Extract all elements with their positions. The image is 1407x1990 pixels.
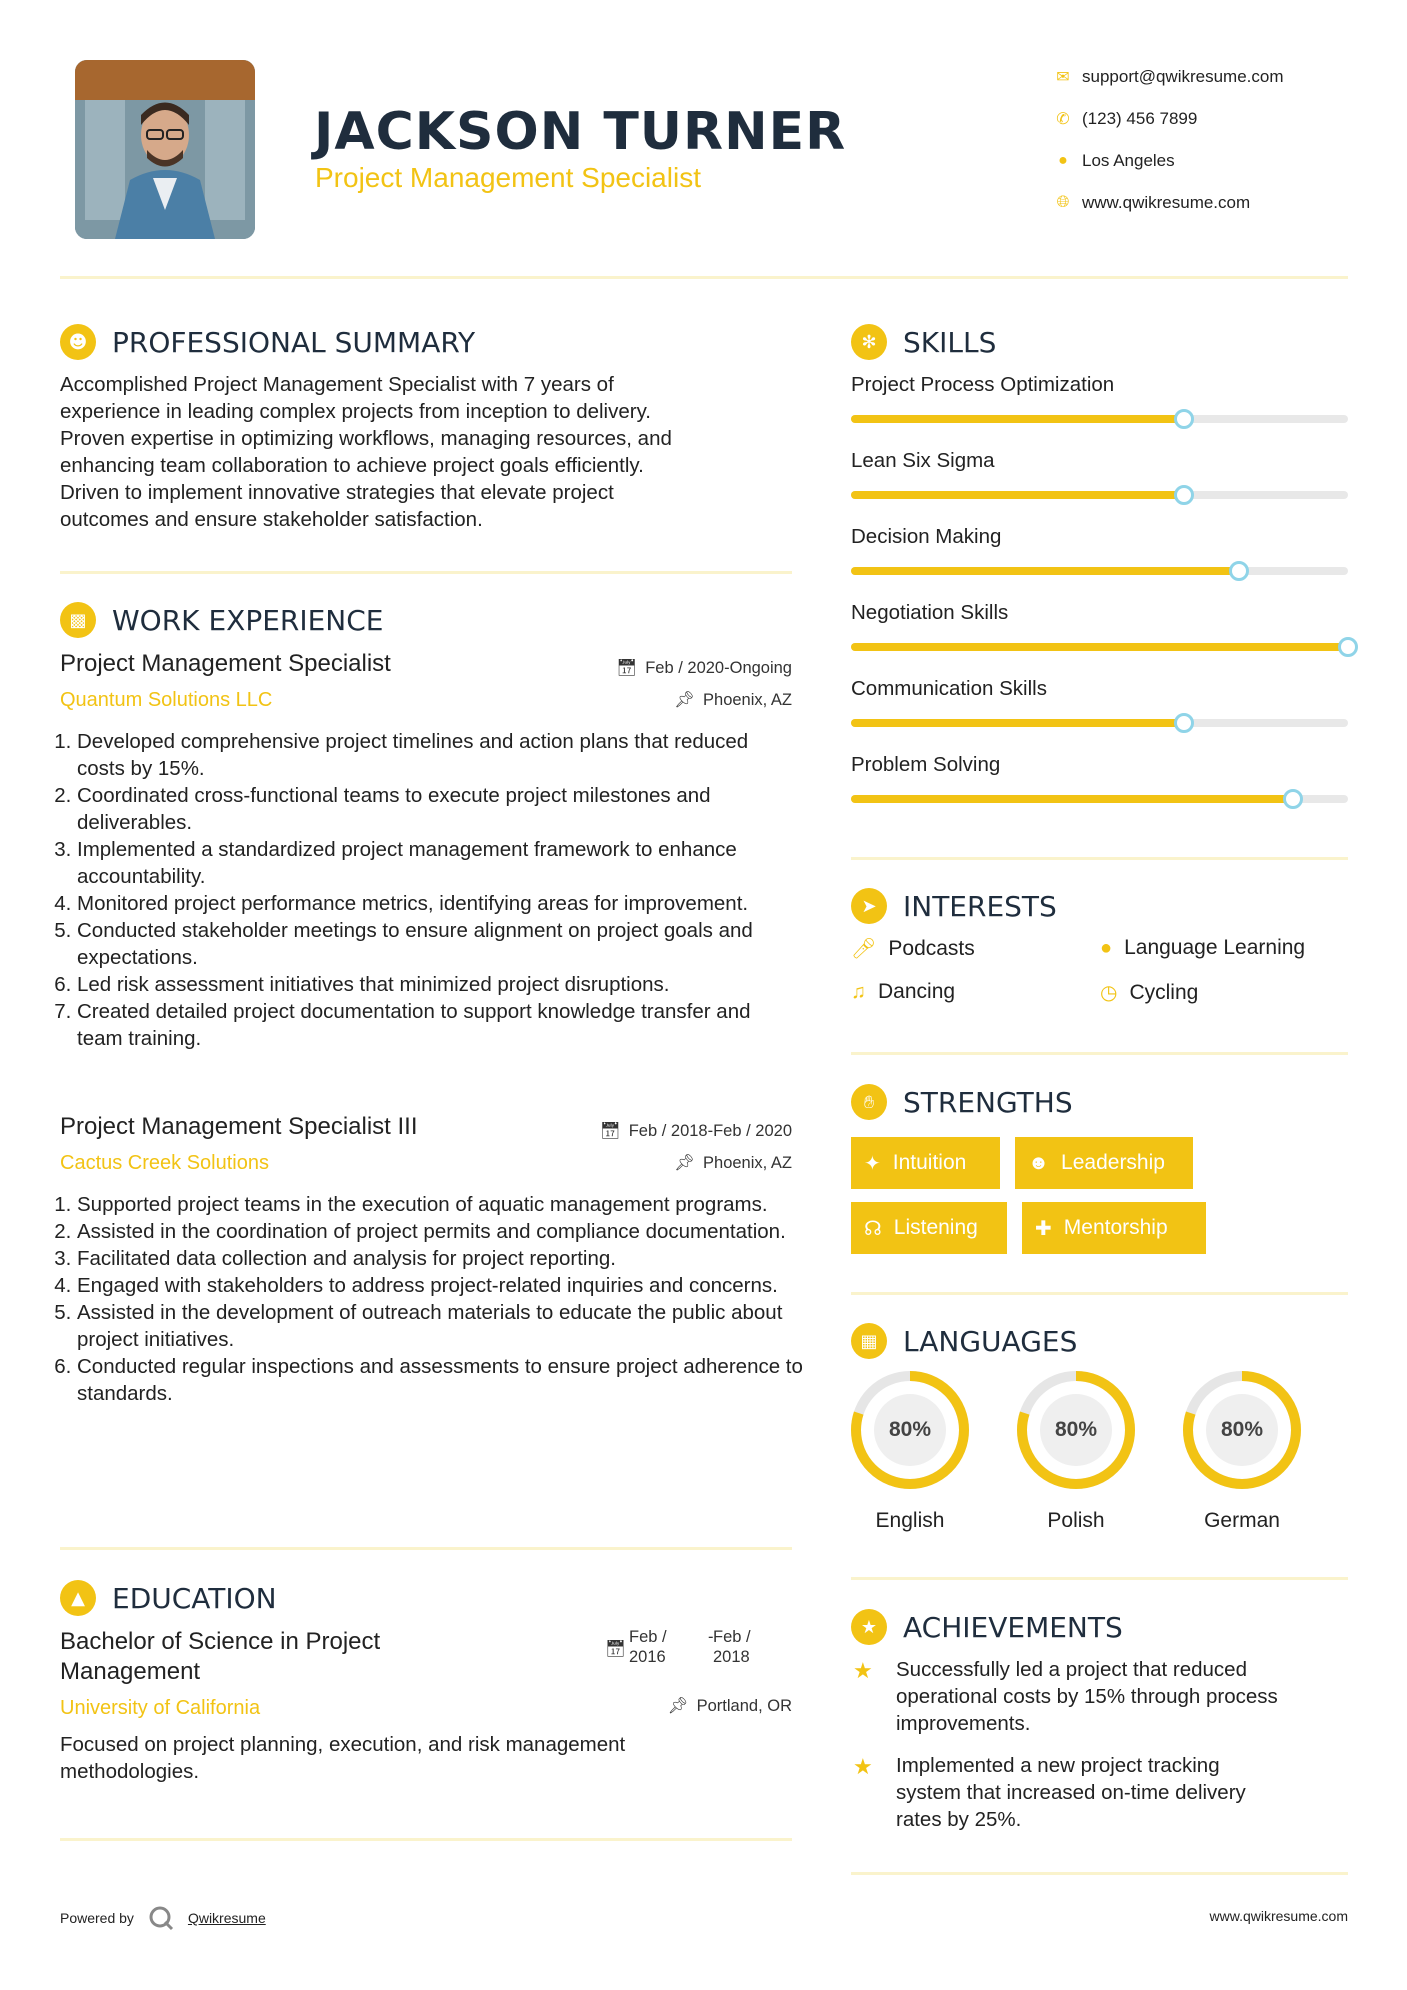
interest-label: Dancing (878, 980, 956, 1003)
list-item: 1. Supported project teams in the execution of aquatic management programs. (77, 1191, 807, 1218)
music-note-icon: ♫ (851, 980, 866, 1003)
strength-tag (1015, 1137, 1193, 1189)
skill-bar-knob (1283, 789, 1303, 809)
degree-title (60, 1627, 380, 1687)
list-item: 4. Engaged with stakeholders to address project-related inquiries and concerns. (77, 1272, 807, 1299)
skill-bar-fill (851, 795, 1293, 803)
job-location (560, 691, 792, 710)
education-heading (60, 1580, 277, 1616)
strengths-divider (851, 1292, 1348, 1295)
list-item: 4. Monitored project performance metrics, identifying areas for improvement. (77, 890, 797, 917)
user-plus-icon: ✚ (1035, 1217, 1052, 1240)
strength-label: Listening (893, 1216, 978, 1239)
skill-label: Decision Making (851, 525, 1002, 548)
strengths-title: STRENGTHS (903, 1085, 1073, 1119)
interests-title: INTERESTS (903, 889, 1057, 923)
strength-label: Leadership (1061, 1151, 1165, 1174)
list-item: 6. Conducted regular inspections and assessments to ensure project adherence to standards. (77, 1353, 807, 1407)
users-icon: ☻ (1028, 1151, 1050, 1174)
paper-plane-icon: ➤ (851, 888, 887, 924)
education-divider (60, 1838, 792, 1841)
calendar-icon: 📅︎ (599, 1122, 621, 1140)
skill-bar (851, 795, 1348, 803)
skill-label: Lean Six Sigma (851, 449, 995, 472)
summary-heading (60, 324, 475, 360)
list-item: 2. Assisted in the coordination of project permits and compliance documentation. (77, 1218, 807, 1245)
language-name: Polish (1047, 1509, 1105, 1532)
skill-bar-knob (1174, 409, 1194, 429)
language-name: English (875, 1509, 945, 1532)
language-percent: 80% (1054, 1418, 1098, 1441)
language-name: German (1204, 1509, 1280, 1532)
education-start-year: 2016 (629, 1648, 666, 1666)
skill-bar-fill (851, 415, 1184, 423)
summary-title: PROFESSIONAL SUMMARY (112, 325, 476, 359)
calendar-icon: 📅︎ (616, 659, 638, 677)
achievement-line: Implemented a new project tracking (896, 1754, 1220, 1777)
education-end-year: 2018 (713, 1648, 750, 1666)
education-line: Focused on project planning, execution, and risk management (60, 1733, 626, 1756)
interest-label: Language Learning (1124, 936, 1306, 959)
bicycle-icon: ◷ (1100, 982, 1118, 1004)
job-company: Cactus Creek Solutions (60, 1152, 269, 1174)
list-item: 6. Led risk assessment initiatives that minimized project disruptions. (77, 971, 797, 998)
strength-label: Mentorship (1063, 1216, 1168, 1239)
experience-title: WORK EXPERIENCE (112, 603, 384, 637)
education-location-text: Portland, OR (696, 1697, 792, 1715)
skill-bar-knob (1338, 637, 1358, 657)
strength-tag (851, 1137, 1000, 1189)
languages-heading (851, 1323, 1077, 1359)
star-icon: ★ (853, 1658, 873, 1683)
briefcase-icon: ▩ (60, 602, 96, 638)
job-location (560, 1154, 792, 1173)
job-date (560, 659, 792, 678)
list-item: 7. Created detailed project documentation to support knowledge transfer and team training. (77, 998, 797, 1052)
school-name: University of California (60, 1697, 261, 1719)
education-location (560, 1697, 792, 1716)
summary-line: Driven to implement innovative strategies that elevate project (60, 481, 614, 504)
header-divider (60, 276, 1348, 279)
skill-bar (851, 567, 1348, 575)
magic-wand-icon: ✦ (864, 1152, 881, 1175)
calendar-icon: 📅︎ (605, 1640, 626, 1658)
strength-tag (1022, 1202, 1206, 1254)
user-icon: ☻ (60, 324, 96, 360)
achievements-divider (851, 1872, 1348, 1875)
degree-line: Bachelor of Science in Project (60, 1628, 381, 1655)
contact-phone-text: (123) 456 7899 (1082, 109, 1198, 128)
achievements-title: ACHIEVEMENTS (903, 1610, 1123, 1644)
interest-label: Cycling (1129, 980, 1199, 1004)
skills-divider (851, 857, 1348, 860)
star-icon: ★ (853, 1754, 873, 1779)
map-pin-icon: ● (1058, 152, 1068, 169)
list-item: 3. Facilitated data collection and analysis for project reporting. (77, 1245, 807, 1272)
skill-label: Problem Solving (851, 753, 1001, 776)
list-item: 3. Implemented a standardized project management framework to enhance accountability. (77, 836, 797, 890)
summary-divider (60, 571, 792, 574)
microphone-icon: 🎤︎ (851, 938, 877, 960)
pushpin-icon: 📌︎ (674, 1154, 696, 1172)
summary-line: enhancing team collaboration to achieve project goals efficiently. (60, 454, 644, 477)
achievement-line: operational costs by 15% through process (896, 1685, 1278, 1708)
achievement-item (896, 1752, 1346, 1833)
skills-title: SKILLS (903, 325, 997, 359)
interest-item (851, 980, 955, 1004)
profile-photo (75, 60, 255, 239)
job-location-text: Phoenix, AZ (703, 691, 792, 709)
list-item: 5. Assisted in the development of outreach materials to educate the public about project initiatives. (77, 1299, 807, 1353)
skill-label: Communication Skills (851, 677, 1047, 700)
pushpin-icon: 📌︎ (674, 691, 696, 709)
contact-website[interactable] (1050, 182, 1390, 224)
strengths-heading (851, 1084, 1073, 1120)
list-item: 1. Developed comprehensive project timelines and action plans that reduced costs by 15%. (77, 728, 797, 782)
lightbulb-icon: ✻ (851, 324, 887, 360)
degree-line: Management (60, 1658, 201, 1685)
translate-icon: ▦ (851, 1323, 887, 1359)
language-item (849, 1369, 971, 1532)
skill-bar (851, 415, 1348, 423)
summary-line: outcomes and ensure stakeholder satisfaction. (60, 508, 483, 531)
education-line: methodologies. (60, 1760, 200, 1783)
job-date-text: Feb / 2020-Ongoing (645, 659, 792, 677)
strength-tag (851, 1202, 1007, 1254)
skill-bar (851, 643, 1348, 651)
languages-divider (851, 1577, 1348, 1580)
skill-bar (851, 491, 1348, 499)
skill-bar (851, 719, 1348, 727)
skills-heading (851, 324, 996, 360)
interest-label: Podcasts (888, 936, 975, 960)
phone-icon: ✆ (1056, 111, 1070, 128)
language-item (1181, 1369, 1303, 1532)
education-title: EDUCATION (112, 1581, 277, 1615)
skill-label: Project Process Optimization (851, 373, 1115, 396)
skill-bar-knob (1174, 713, 1194, 733)
language-item (1015, 1369, 1137, 1532)
contact-location (1050, 140, 1390, 182)
experience-divider (60, 1547, 792, 1550)
achievement-line: improvements. (896, 1712, 1031, 1735)
globe-icon: ● (1100, 936, 1113, 959)
summary-line: experience in leading complex projects from inception to delivery. (60, 400, 652, 423)
job-date (540, 1122, 792, 1141)
candidate-role: Project Management Specialist (315, 162, 701, 193)
achievement-line: rates by 25%. (896, 1808, 1022, 1831)
footer-website[interactable]: www.qwikresume.com (1209, 1908, 1348, 1924)
contact-location-text: Los Angeles (1082, 151, 1175, 170)
achievement-item (896, 1656, 1346, 1737)
job-date-text: Feb / 2018-Feb / 2020 (628, 1122, 792, 1140)
strength-label: Intuition (892, 1151, 967, 1174)
skill-bar-fill (851, 567, 1239, 575)
job-company: Quantum Solutions LLC (60, 689, 273, 711)
education-start-label: Feb / (629, 1628, 667, 1646)
job-title: Project Management Specialist (60, 650, 391, 677)
skill-bar-knob (1174, 485, 1194, 505)
pushpin-icon: 📌︎ (667, 1697, 689, 1715)
summary-line: Accomplished Project Management Specialist with 7 years of (60, 373, 614, 396)
resume-header (0, 0, 1407, 280)
job-title: Project Management Specialist III (60, 1113, 418, 1140)
job-responsibilities (57, 728, 797, 1052)
achievements-heading (851, 1609, 1123, 1645)
contact-website-text: www.qwikresume.com (1082, 193, 1251, 212)
contact-email-text: support@qwikresume.com (1082, 67, 1284, 86)
headphones-icon: ☊ (864, 1217, 882, 1240)
languages-title: LANGUAGES (903, 1324, 1078, 1358)
candidate-name: JACKSON TURNER (314, 102, 847, 162)
job-responsibilities (57, 1191, 807, 1407)
education-end-label: Feb / (713, 1628, 751, 1646)
language-percent: 80% (888, 1418, 932, 1441)
qwikresume-logo-icon (148, 1905, 174, 1931)
globe-icon: 🌐︎ (1056, 194, 1070, 211)
graduation-cap-icon: ▲ (60, 1580, 96, 1616)
language-percent: 80% (1220, 1418, 1264, 1441)
achievement-line: Successfully led a project that reduced (896, 1658, 1247, 1681)
list-item: 5. Conducted stakeholder meetings to ensure alignment on project goals and expectations. (77, 917, 797, 971)
contact-phone[interactable] (1050, 98, 1390, 140)
contact-list (1050, 56, 1390, 224)
education-description (60, 1731, 800, 1785)
skill-bar-knob (1229, 561, 1249, 581)
list-item: 2. Coordinated cross-functional teams to execute project milestones and deliverables. (77, 782, 797, 836)
summary-line: Proven expertise in optimizing workflows, managing resources, and (60, 427, 672, 450)
experience-heading (60, 602, 383, 638)
hand-icon: ✋︎ (851, 1084, 887, 1120)
interest-item (1100, 980, 1198, 1005)
job-location-text: Phoenix, AZ (703, 1154, 792, 1172)
powered-by-text: Powered by (60, 1910, 134, 1926)
interest-item (1100, 936, 1305, 960)
skill-bar-fill (851, 643, 1348, 651)
achievement-line: system that increased on-time delivery (896, 1781, 1246, 1804)
skill-bar-fill (851, 719, 1184, 727)
interests-divider (851, 1052, 1348, 1055)
skill-label: Negotiation Skills (851, 601, 1009, 624)
envelope-icon: ✉ (1056, 69, 1070, 86)
skill-bar-fill (851, 491, 1184, 499)
footer-powered (60, 1905, 266, 1931)
qwikresume-link[interactable]: Qwikresume (187, 1910, 266, 1926)
summary-text (60, 371, 800, 533)
interest-item (851, 936, 975, 961)
contact-email[interactable] (1050, 56, 1390, 98)
star-icon: ★ (851, 1609, 887, 1645)
interests-heading (851, 888, 1057, 924)
